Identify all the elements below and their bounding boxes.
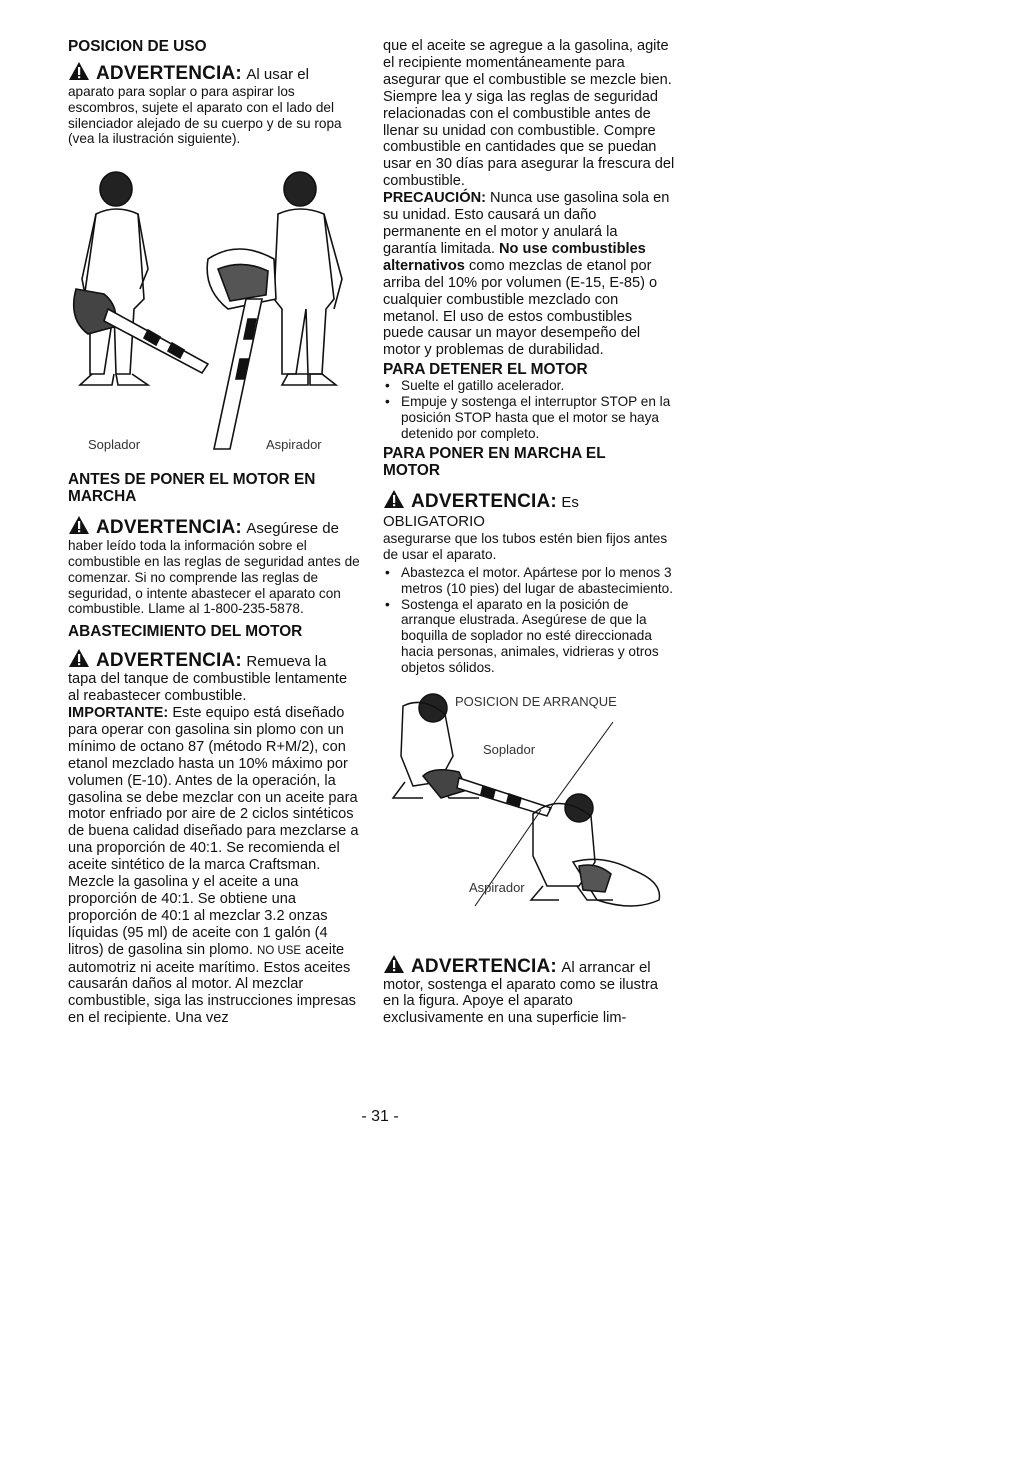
list-item: • Suelte el gatillo acelerador.: [383, 378, 675, 394]
caution-bold: No use combustibles alternativos: [383, 240, 646, 274]
operators-illustration: [68, 159, 360, 459]
label-vacuum: Aspirador: [469, 879, 525, 895]
warning-text: tapa del tanque de combustible lentamente al reabastecer combustible.: [68, 671, 348, 705]
warning-label: ADVERTENCIA:: [96, 63, 242, 84]
list-item: • Abastezca el motor. Apártese por lo menos 3 metros (10 pies) del lugar de abastecimiento.: [383, 565, 675, 597]
warning-text: aparato para soplar o para aspirar los escombros, sujete el aparato con el lado del silenciador alejado de su cuerpo y de su ropa (vea la ilustración siguiente).: [68, 84, 342, 147]
no-use-label: NO USE: [257, 944, 302, 957]
start-position-illustration: [383, 686, 675, 948]
stop-list: [383, 378, 675, 441]
warning-lead: Es OBLIGATORIO: [383, 494, 579, 531]
warning-block-use: [68, 61, 360, 84]
warning-lead: Al usar el: [246, 66, 309, 83]
important-text-b: aceite automotriz ni aceite marítimo. Estos aceites causarán daños al motor. Al mezclar combustible, siga las instrucciones impresas en el recipiente. Una vez: [68, 941, 356, 1027]
warning-label: ADVERTENCIA:: [411, 955, 557, 977]
heading-before-start: ANTES DE PONER EL MOTOR EN MARCHA: [68, 471, 316, 506]
important-text-a: Este equipo está diseñado para operar con gasolina sin plomo con un mínimo de octano 87 (método R+M/2), con etanol mezclado hasta un 10% máximo por volumen (E-10). Antes de la operación, la gasolina se debe mezclar con un aceite para motor enfriado por aire de 2 ciclos sintéticos de buena calidad diseñado para mezclarse a una proporción de 40:1. Se recomienda el aceite sintético de la marca Craftsman. Mezcle la gasolina y el aceite a una proporción de 40:1. Se obtiene una proporción de 40:1 al mezclar 3.2 onzas líquidas (95 ml) de aceite con 1 galón (4 litros) de gasolina sin plomo.: [68, 704, 359, 958]
warning-block-starting: [383, 954, 675, 977]
start-list: [383, 565, 675, 676]
warning-triangle-icon: [383, 489, 405, 509]
warning-text: asegurarse que los tubos estén bien fijos antes de usar el aparato.: [383, 531, 668, 563]
left-column: [68, 38, 360, 1027]
warning-label: ADVERTENCIA:: [96, 517, 242, 539]
warning-lead: Asegúrese de: [246, 520, 339, 538]
warning-text: motor, sostenga el aparato como se ilustra en la figura. Apoye el aparato exclusivamente en una superficie lim-: [383, 976, 658, 1027]
figure-use-positions: [68, 159, 360, 459]
figure-start-position: [383, 686, 675, 948]
list-item: • Empuje y sostenga el interruptor STOP en la posición STOP hasta que el motor se haya detenido por completo.: [383, 394, 675, 441]
fuel-continuation: que el aceite se agregue a la gasolina, agite el recipiente momentáneamente para asegurar que el combustible se mezcle bien. Siempre lea y siga las reglas de seguridad relacionadas con el combustible antes de llenar su unidad con combustible. Compre combustible en cantidades que se puedan usar en 30 días para asegurar la frescura del combustible.: [383, 38, 675, 190]
label-vacuum: Aspirador: [266, 437, 322, 453]
caution-paragraph: [383, 190, 675, 359]
warning-block-start: [383, 489, 675, 531]
warning-label: ADVERTENCIA:: [411, 491, 557, 513]
warning-block-before-start: [68, 515, 360, 538]
heading-position-of-use: POSICION DE USO: [68, 38, 207, 55]
warning-triangle-icon: [68, 61, 90, 81]
list-item: • Sostenga el aparato en la posición de arranque elustrada. Asegúrese de que la boquilla de soplador no esté direccionada hacia personas, animales, vidrieras y otros objetos sólidos.: [383, 597, 675, 676]
heading-stop-engine: PARA DETENER EL MOTOR: [383, 361, 588, 379]
warning-label: ADVERTENCIA:: [96, 650, 242, 672]
warning-text: haber leído toda la información sobre el combustible en las reglas de seguridad antes de comenzar. Si no comprende las reglas de seguridad, o intente abastecer el aparato con combustible. Llame al 1-800-235-5878.: [68, 538, 360, 617]
warning-lead: Al arrancar el: [561, 958, 651, 976]
heading-start-engine: PARA PONER EN MARCHA EL MOTOR: [383, 445, 606, 480]
caution-text-a: Nunca use gasolina sola en su unidad. Esto causará un daño permanente en el motor y anulará la garantía limitada.: [383, 190, 670, 257]
warning-triangle-icon: [383, 954, 405, 974]
warning-lead: Remueva la: [246, 653, 327, 671]
label-blower: Soplador: [483, 741, 536, 757]
warning-block-fueling: [68, 648, 360, 671]
right-column: [383, 38, 675, 1027]
caution-label: PRECAUCIÓN:: [383, 190, 486, 207]
heading-fueling: ABASTECIMIENTO DEL MOTOR: [68, 623, 303, 641]
caution-text-b: como mezclas de etanol por arriba del 10% por volumen (E-15, E-85) o cualquier combustible mezclado con metanol. El uso de estos combustibles puede causar un mayor desempeño del motor y problemas de durabilidad.: [383, 257, 658, 359]
label-start-position: POSICION DE ARRANQUE: [455, 693, 617, 709]
warning-triangle-icon: [68, 648, 90, 668]
important-paragraph: [68, 705, 360, 1027]
warning-triangle-icon: [68, 515, 90, 535]
label-blower: Soplador: [88, 437, 141, 453]
page-number: - 31 -: [361, 1108, 399, 1125]
important-label: IMPORTANTE:: [68, 704, 169, 721]
